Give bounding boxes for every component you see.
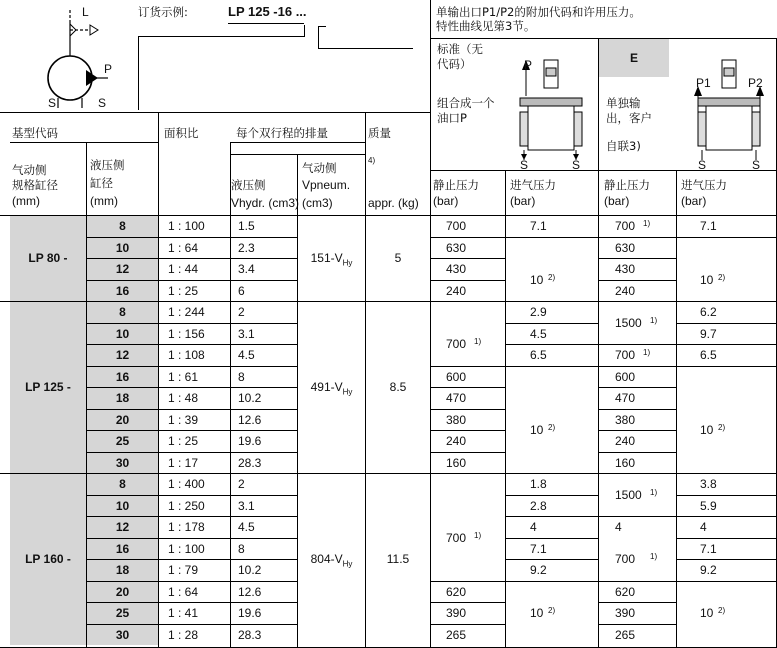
ratio-value: 1 : 39	[168, 412, 199, 427]
std-inlet-value: 2.8	[530, 498, 547, 513]
e-sub-2: 出，客户	[606, 111, 652, 125]
col-vpn-label: 气动侧	[302, 161, 337, 175]
e-static-value: 390	[615, 606, 636, 620]
e-inlet-value: 6.5	[700, 348, 717, 362]
vhyd-value: 2.3	[238, 240, 255, 255]
std-static-value: 700	[446, 219, 467, 233]
std-inlet-note: 2)	[548, 272, 556, 282]
group-divider	[0, 215, 777, 216]
group-name: LP 80 -	[28, 251, 68, 265]
e-static-value: 265	[615, 627, 636, 642]
cell-line	[430, 602, 505, 603]
std-inlet-note: 2)	[548, 423, 556, 433]
ratio-value: 1 : 25	[168, 434, 199, 448]
ratio-value: 1 : 156	[168, 326, 205, 341]
bore-value: 20	[115, 412, 130, 427]
group-divider	[0, 301, 777, 302]
vhyd-value: 28.3	[238, 627, 262, 642]
e-device-icon	[684, 56, 774, 170]
row-line	[87, 559, 297, 560]
cell-line	[676, 237, 776, 238]
e-inlet-value: 4	[700, 520, 707, 534]
col-inlet-p-e: 进气压力	[681, 178, 727, 192]
cell-line	[676, 538, 776, 539]
cell-line	[505, 344, 598, 345]
e-static-note: 1)	[650, 552, 658, 562]
standard-sub-2: 油口P	[437, 111, 467, 125]
e-static-value: 430	[615, 262, 636, 276]
variant-e-code: E	[629, 51, 638, 65]
ratio-value: 1 : 250	[168, 498, 205, 513]
vhyd-value: 12.6	[238, 584, 262, 599]
col-mass: 质量	[368, 126, 391, 140]
std-static-value: 390	[446, 606, 467, 620]
vhyd-value: 2	[238, 305, 245, 319]
col-pneu-side-unit: (mm)	[12, 194, 40, 208]
col-base-code: 基型代码	[12, 126, 58, 140]
cell-line	[676, 323, 776, 324]
col-static-p-unit: (bar)	[433, 194, 459, 208]
bore-value: 12	[115, 262, 130, 276]
bore-value: 30	[115, 455, 130, 470]
col-inlet-p-unit: (bar)	[510, 194, 536, 208]
ratio-value: 1 : 79	[168, 563, 199, 577]
e-static-note: 1)	[643, 348, 651, 357]
ratio-value: 1 : 100	[168, 219, 205, 233]
cell-line	[430, 258, 505, 259]
symbol-label-S2: S	[98, 96, 107, 110]
col-mass-unit: appr. (kg)	[368, 196, 419, 210]
cell-line	[430, 387, 505, 388]
e-static-value: 240	[615, 283, 636, 298]
vhyd-value: 4.5	[238, 520, 255, 534]
e-sub-1: 单独输	[606, 96, 641, 110]
col-static-p: 静止压力	[433, 178, 479, 192]
ratio-value: 1 : 244	[168, 305, 205, 319]
std-inlet-value: 2.9	[530, 305, 547, 319]
vhyd-value: 8	[238, 541, 245, 556]
row-line	[87, 366, 297, 367]
std-static-note: 1)	[474, 337, 482, 347]
ratio-value: 1 : 48	[168, 391, 199, 405]
bore-value: 18	[115, 391, 130, 405]
cell-line	[598, 624, 676, 625]
ratio-value: 1 : 64	[168, 240, 199, 255]
vpneum-value: $804-V_{Hy}$	[310, 552, 353, 569]
cell-line	[598, 280, 676, 281]
row-line	[87, 624, 297, 625]
addon-text-2: 特性曲线见第3节。	[436, 19, 536, 33]
row-line	[87, 495, 297, 496]
cell-line	[598, 366, 676, 367]
e-static-value: 700	[615, 219, 636, 233]
cell-line	[598, 344, 676, 345]
vhyd-value: 3.4	[238, 262, 255, 276]
cell-line	[430, 581, 505, 582]
vhyd-value: 3.1	[238, 326, 255, 341]
std-static-merged: 700	[446, 337, 467, 352]
ratio-value: 1 : 25	[168, 283, 199, 298]
vhyd-value: 1.5	[238, 219, 255, 233]
e-inlet-note: 2)	[718, 606, 726, 615]
e-inlet-merged: 10	[700, 423, 714, 438]
std-inlet-merged: 10	[530, 423, 544, 438]
std-inlet-note: 2)	[548, 606, 556, 615]
std-static-value: 430	[446, 262, 467, 276]
col-static-p-e: 静止压力	[604, 178, 650, 192]
bore-value: 30	[115, 627, 130, 642]
ratio-value: 1 : 64	[168, 584, 199, 599]
bore-value: 12	[115, 520, 130, 534]
col-inlet-p: 进气压力	[510, 178, 556, 192]
std-inlet-value: 7.1	[530, 541, 547, 556]
std-static-value: 160	[446, 455, 467, 470]
cell-line	[430, 280, 505, 281]
cell-line	[676, 516, 776, 517]
e-static-value: 700	[615, 348, 636, 362]
row-line	[87, 430, 297, 431]
std-static-value: 620	[446, 584, 467, 599]
col-displacement: 每个双行程的排量	[236, 126, 328, 140]
cell-line	[505, 366, 598, 367]
ratio-value: 1 : 41	[168, 606, 199, 620]
cell-line	[676, 495, 776, 496]
bore-value: 20	[115, 584, 130, 599]
cell-line	[598, 409, 676, 410]
ratio-value: 1 : 17	[168, 455, 199, 470]
e-inlet-value: 9.2	[700, 563, 717, 577]
e-static-value: 160	[615, 455, 636, 470]
row-line	[87, 387, 297, 388]
standard-port-P: P	[524, 58, 533, 72]
mass-value: 5	[394, 251, 402, 265]
e-inlet-value: 9.7	[700, 326, 717, 341]
vhyd-value: 10.2	[238, 391, 262, 405]
ratio-value: 1 : 108	[168, 348, 205, 362]
group-name: LP 125 -	[25, 380, 71, 394]
e-static-value: 470	[615, 391, 636, 405]
std-inlet-value: 4.5	[530, 326, 547, 341]
cell-line	[430, 409, 505, 410]
cell-line	[598, 237, 676, 238]
std-static-value: 600	[446, 369, 467, 384]
bore-value: 16	[115, 283, 130, 298]
row-line	[87, 280, 297, 281]
cell-line	[505, 516, 598, 517]
cell-line	[430, 237, 505, 238]
cell-line	[598, 516, 676, 517]
cell-line	[598, 602, 676, 603]
std-static-note-2: 1)	[474, 530, 482, 540]
bore-value: 25	[115, 606, 130, 620]
bore-value: 16	[115, 541, 130, 556]
row-line	[87, 237, 297, 238]
e-static-value: 620	[615, 584, 636, 599]
ratio-value: 1 : 28	[168, 627, 199, 642]
cell-line	[676, 559, 776, 560]
bore-value: 25	[115, 434, 130, 448]
bore-value: 18	[115, 563, 130, 577]
cell-line	[505, 559, 598, 560]
bore-value: 8	[119, 219, 126, 233]
std-static-merged-2: 700	[446, 530, 467, 545]
row-line	[87, 581, 297, 582]
order-example-code: LP 125 -16 ...	[228, 4, 307, 19]
e-static-1500: 1500	[615, 315, 642, 330]
e-inlet-value: 7.1	[700, 219, 717, 233]
cell-line	[598, 430, 676, 431]
cell-line	[505, 538, 598, 539]
cell-line	[676, 344, 776, 345]
vhyd-value: 8	[238, 369, 245, 384]
vpneum-value: $491-V_{Hy}$	[310, 380, 353, 397]
row-line	[87, 409, 297, 410]
std-inlet-value: 6.5	[530, 348, 547, 362]
bore-value: 10	[115, 240, 130, 255]
col-hyd-bore-1: 液压侧	[90, 158, 125, 172]
e-static-value: 240	[615, 434, 636, 448]
e-inlet-value: 7.1	[700, 541, 717, 556]
symbol-label-P: P	[104, 62, 113, 76]
row-line	[87, 323, 297, 324]
vhyd-value: 10.2	[238, 563, 262, 577]
standard-label-2: 代码）	[437, 57, 472, 71]
standard-label-1: 标准（无	[437, 42, 483, 56]
col-vpn-unit: (cm3)	[302, 196, 333, 210]
cell-line	[676, 581, 776, 582]
row-line	[87, 602, 297, 603]
e-static-note: 1)	[650, 487, 658, 497]
group-name: LP 160 -	[25, 552, 71, 566]
cell-line	[430, 430, 505, 431]
cell-line	[505, 323, 598, 324]
vhyd-value: 3.1	[238, 498, 255, 513]
symbol-label-S1: S	[48, 96, 57, 110]
vhyd-value: 19.6	[238, 606, 262, 620]
col-vpn-sym: Vpneum.	[302, 178, 351, 192]
row-line	[87, 516, 297, 517]
cell-line	[505, 237, 598, 238]
mass-value: 11.5	[386, 552, 410, 566]
e-inlet-note: 2)	[718, 272, 726, 282]
order-example-label: 订货示例:	[138, 5, 188, 19]
std-inlet-merged: 10	[530, 606, 544, 620]
col-hyd-bore-unit: (mm)	[90, 194, 118, 208]
col-pneu-side-2: 规格缸径	[12, 178, 58, 192]
standard-port-S1: S	[520, 158, 529, 172]
std-static-value: 630	[446, 240, 467, 255]
col-hyd-bore-2: 缸径	[90, 176, 113, 190]
std-inlet-value: 4	[530, 520, 537, 534]
e-static-note: 1)	[643, 219, 651, 228]
symbol-label-L: L	[82, 5, 89, 19]
bore-value: 12	[115, 348, 130, 362]
e-static-value: 630	[615, 240, 636, 255]
e-port-S2: S	[752, 158, 761, 172]
e-port-P2: P2	[748, 76, 763, 90]
std-static-value: 240	[446, 283, 467, 298]
ratio-value: 1 : 178	[168, 520, 205, 534]
standard-device-icon	[510, 56, 590, 170]
cell-line	[430, 452, 505, 453]
col-mass-note: 4)	[368, 156, 376, 165]
bore-value: 8	[119, 305, 126, 319]
vhyd-value: 2	[238, 477, 245, 491]
row-line	[87, 344, 297, 345]
e-static-note: 1)	[650, 315, 658, 325]
std-inlet-value: 1.8	[530, 477, 547, 491]
e-static-value: 380	[615, 412, 636, 427]
cell-line	[505, 495, 598, 496]
cell-line	[598, 581, 676, 582]
e-sub-3: 自联3)	[606, 139, 641, 153]
e-static-value: 4	[615, 520, 622, 534]
e-inlet-note: 2)	[718, 423, 726, 433]
mass-value: 8.5	[389, 380, 407, 394]
e-inlet-value: 6.2	[700, 305, 717, 319]
e-port-S1: S	[698, 158, 707, 172]
standard-port-S2: S	[572, 158, 581, 172]
vpneum-value: $151-V_{Hy}$	[310, 251, 353, 268]
std-inlet-value: 9.2	[530, 563, 547, 577]
row-line	[87, 452, 297, 453]
e-inlet-value: 5.9	[700, 498, 717, 513]
col-static-p-e-unit: (bar)	[604, 194, 630, 208]
std-inlet-merged: 10	[530, 272, 544, 287]
bore-value: 10	[115, 326, 130, 341]
ratio-value: 1 : 44	[168, 262, 199, 276]
ratio-value: 1 : 100	[168, 541, 205, 556]
col-area-ratio: 面积比	[164, 126, 199, 140]
std-static-value: 380	[446, 412, 467, 427]
e-inlet-merged: 10	[700, 272, 714, 287]
e-inlet-merged: 10	[700, 606, 714, 620]
cell-line	[676, 366, 776, 367]
std-inlet-value: 7.1	[530, 219, 547, 233]
col-pneu-side-1: 气动侧	[12, 163, 47, 177]
vhyd-value: 12.6	[238, 412, 262, 427]
std-static-value: 240	[446, 434, 467, 448]
col-vhyd-unit: Vhydr. (cm3)	[231, 196, 300, 210]
e-static-value: 600	[615, 369, 636, 384]
ratio-value: 1 : 400	[168, 477, 205, 491]
bore-value: 8	[119, 477, 126, 491]
bore-value: 10	[115, 498, 130, 513]
vhyd-value: 19.6	[238, 434, 262, 448]
addon-text-1: 单输出口P1/P2的附加代码和许用压力。	[436, 5, 641, 19]
cell-line	[598, 258, 676, 259]
e-port-P1: P1	[696, 76, 711, 90]
cell-line	[430, 624, 505, 625]
cell-line	[430, 366, 505, 367]
vhyd-value: 6	[238, 283, 245, 298]
col-vhyd-label: 液压侧	[231, 178, 266, 192]
bore-value: 16	[115, 369, 130, 384]
standard-sub-1: 组合成一个	[437, 96, 495, 110]
row-line	[87, 538, 297, 539]
std-static-value: 470	[446, 391, 467, 405]
cell-line	[505, 581, 598, 582]
e-static-1500-2: 1500	[615, 487, 642, 502]
std-static-value: 265	[446, 627, 467, 642]
cell-line	[598, 387, 676, 388]
cell-line	[598, 452, 676, 453]
col-inlet-p-e-unit: (bar)	[681, 194, 707, 208]
row-line	[87, 258, 297, 259]
ratio-value: 1 : 61	[168, 369, 199, 384]
group-divider	[0, 473, 777, 474]
vhyd-value: 28.3	[238, 455, 262, 470]
e-inlet-value: 3.8	[700, 477, 717, 491]
e-static-700: 700	[615, 552, 636, 567]
vhyd-value: 4.5	[238, 348, 255, 362]
